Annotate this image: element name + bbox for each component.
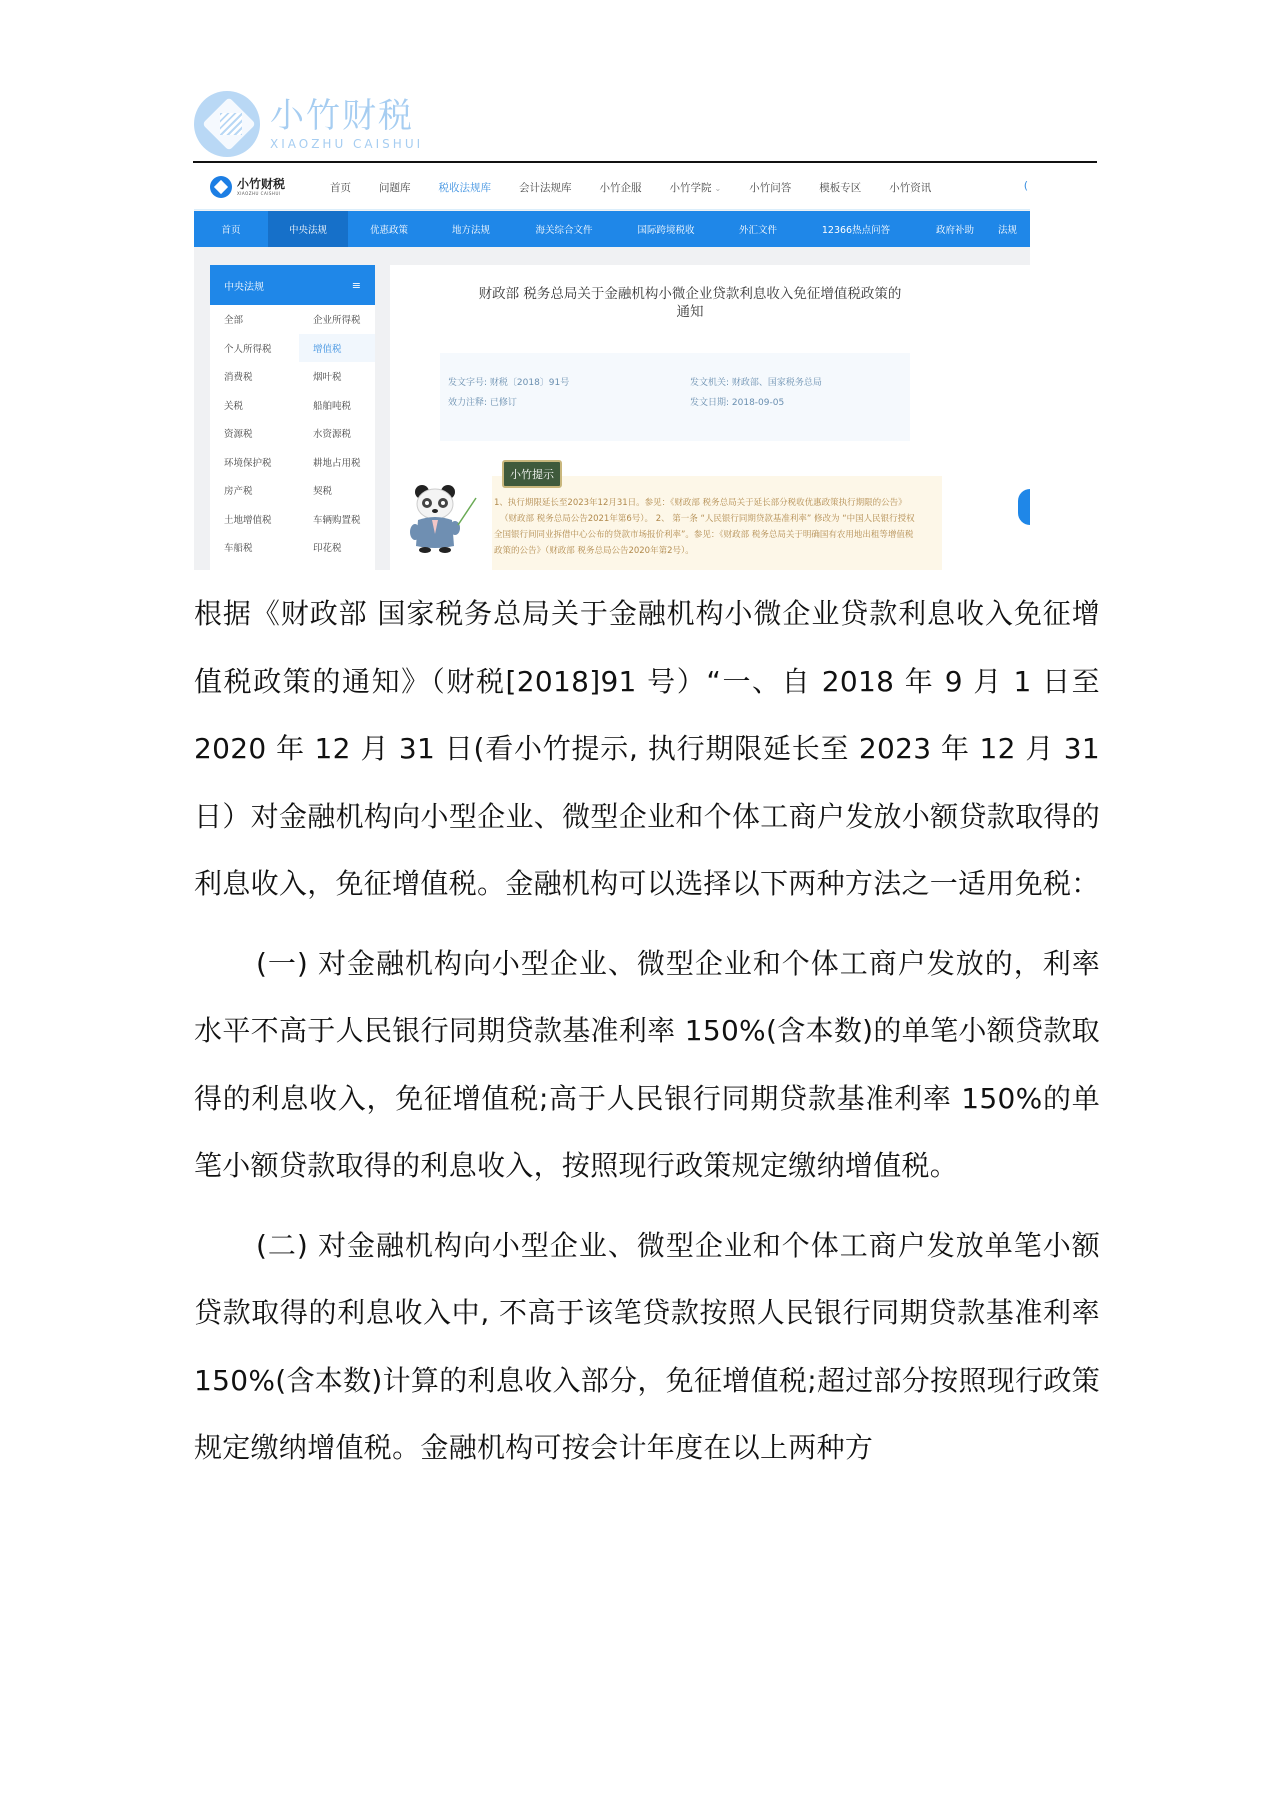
tip-line: 政策的公告》（财政部 税务总局公告2020年第2号）。 — [494, 546, 694, 556]
sidebar-item[interactable]: 水资源税 — [313, 429, 352, 441]
nav-item-qa[interactable]: 小竹问答 — [749, 181, 792, 194]
floating-service-button[interactable] — [1018, 489, 1030, 525]
sidebar-item[interactable]: 耕地占用税 — [313, 457, 361, 469]
brand-name-en: XIAOZHU CAISHUI — [237, 191, 281, 196]
logo-icon — [194, 91, 260, 157]
tip-line: （财政部 税务总局公告2021年第6号）。 2、 第一条 “人民银行同期贷款基准利率” 修改为 “中国人民银行授权 — [500, 514, 915, 524]
meta-date: 发文日期: 2018-09-05 — [690, 398, 785, 408]
sidebar-item-active[interactable]: 增值税 — [299, 334, 375, 363]
category-tab-12366[interactable]: 12366热点问答 — [821, 225, 891, 236]
sidebar-item[interactable]: 资源税 — [224, 429, 253, 441]
tip-text — [494, 495, 934, 559]
sidebar-item[interactable]: 车船税 — [224, 543, 253, 555]
tax-type-list — [210, 305, 375, 562]
document-body — [194, 580, 1100, 1482]
search-icon[interactable]: ( — [1023, 179, 1028, 192]
nav-item-academy[interactable] — [670, 180, 722, 195]
sidebar-item[interactable]: 车辆购置税 — [313, 514, 361, 526]
panda-mascot-icon — [406, 480, 481, 560]
article-title-line1: 财政部 税务总局关于金融机构小微企业贷款利息收入免征增值税政策的 — [478, 286, 902, 302]
category-tab-central[interactable]: 中央法规 — [268, 211, 348, 247]
sidebar-item[interactable]: 烟叶税 — [313, 372, 342, 384]
sidebar-title: 中央法规 — [224, 281, 264, 293]
page-logo — [194, 90, 423, 158]
nav-item-academy-label: 小竹学院 — [669, 181, 712, 194]
site-brand[interactable] — [210, 176, 330, 198]
nav-item-home[interactable]: 首页 — [330, 181, 351, 194]
nav-item-templates[interactable]: 模板专区 — [819, 181, 862, 194]
category-tab-home[interactable]: 首页 — [221, 225, 241, 236]
nav-item-tax-law[interactable]: 税收法规库 — [438, 181, 491, 194]
chevron-down-icon: ⌄ — [714, 183, 722, 193]
nav-item-services[interactable]: 小竹企服 — [599, 181, 642, 194]
category-tab-subsidy[interactable]: 政府补助 — [935, 225, 974, 236]
nav-item-questions[interactable]: 问题库 — [379, 181, 411, 194]
central-law-sidebar — [210, 265, 375, 570]
paragraph-method-one: (一) 对金融机构向小型企业、微型企业和个体工商户发放的，利率水平不高于人民银行同期贷款基准利率 150%(含本数)的单笔小额贷款取得的利息收入，免征增值税;高于人民银行同期贷款基准利率 150%的单笔小额贷款取得的利息收入，按照现行政策规定缴纳增值税。 — [194, 946, 1100, 1182]
sidebar-item[interactable]: 个人所得税 — [224, 343, 272, 355]
sidebar-item[interactable]: 全部 — [224, 315, 244, 327]
xiaozhu-tip — [492, 460, 942, 570]
paragraph-intro: 根据《财政部 国家税务总局关于金融机构小微企业贷款利息收入免征增值税政策的通知》（财税[2018]91 号）“一、自 2018 年 9 月 1 日至 2020 年 12 月 31 日(看小竹提示, 执行期限延长至 2023 年 12 月 31 日）对金融机构向小型企业、微型企业和个体工商户发放小额贷款取得的利息收入，免征增值税。金融机构可以选择以下两种方法之一适用免税： — [194, 597, 1100, 900]
paragraph-method-two: (二) 对金融机构向小型企业、微型企业和个体工商户发放单笔小额贷款取得的利息收入中, 不高于该笔贷款按照人民银行同期贷款基准利率 150%(含本数)计算的利息收入部分，免征增值税;超过部分按照现行政策规定缴纳增值税。金融机构可按会计年度在以上两种方 — [194, 1228, 1100, 1464]
logo-name-cn: 小竹财税 — [270, 96, 414, 136]
sidebar-item[interactable]: 关税 — [224, 400, 244, 412]
category-tab-international[interactable]: 国际跨境税收 — [637, 225, 695, 236]
brand-name-cn: 小竹财税 — [237, 177, 286, 191]
article-title-line2: 通知 — [676, 304, 704, 320]
meta-doc-number: 发文字号: 财税〔2018〕91号 — [448, 378, 570, 388]
sidebar-item[interactable]: 契税 — [313, 486, 333, 498]
meta-issuer: 发文机关: 财政部、国家税务总局 — [690, 378, 822, 388]
brand-logo-icon — [210, 176, 232, 198]
sidebar-item[interactable]: 土地增值税 — [224, 514, 272, 526]
sidebar-item[interactable]: 船舶吨税 — [313, 400, 352, 412]
article-title — [430, 285, 950, 321]
category-tab-local[interactable]: 地方法规 — [451, 225, 490, 236]
category-tab-preferential[interactable]: 优惠政策 — [369, 225, 408, 236]
sidebar-item[interactable]: 消费税 — [224, 372, 253, 384]
tip-line: 全国银行间同业拆借中心公布的贷款市场报价利率”。参见：《财政部 税务总局关于明确国有农用地出租等增值税 — [494, 530, 914, 540]
logo-name-en: XIAOZHU CAISHUI — [270, 137, 424, 151]
sidebar-item[interactable]: 印花税 — [313, 543, 342, 555]
category-tab-customs[interactable]: 海关综合文件 — [535, 225, 593, 236]
nav-item-news[interactable]: 小竹资讯 — [889, 181, 932, 194]
site-nav — [330, 180, 959, 195]
header-divider — [193, 161, 1097, 163]
meta-status: 效力注释: 已修订 — [448, 398, 517, 408]
article-panel — [390, 265, 1030, 570]
category-tab-more[interactable]: 法规 — [998, 225, 1018, 236]
tip-badge: 小竹提示 — [502, 460, 562, 488]
sidebar-header — [210, 265, 375, 305]
embedded-screenshot — [194, 165, 1030, 570]
law-category-bar — [194, 211, 1030, 247]
sidebar-item[interactable]: 企业所得税 — [313, 315, 361, 327]
category-tab-forex[interactable]: 外汇文件 — [738, 225, 777, 236]
article-meta — [440, 353, 910, 441]
nav-item-accounting-law[interactable]: 会计法规库 — [519, 181, 572, 194]
sidebar-item[interactable]: 环境保护税 — [224, 457, 272, 469]
tip-line: 1、执行期限延长至2023年12月31日。参见：《财政部 税务总局关于延长部分税收优惠政策执行期限的公告》 — [494, 498, 907, 508]
menu-icon[interactable]: ≡ — [351, 278, 361, 292]
site-topbar — [194, 165, 1030, 210]
sidebar-item[interactable]: 房产税 — [224, 486, 253, 498]
